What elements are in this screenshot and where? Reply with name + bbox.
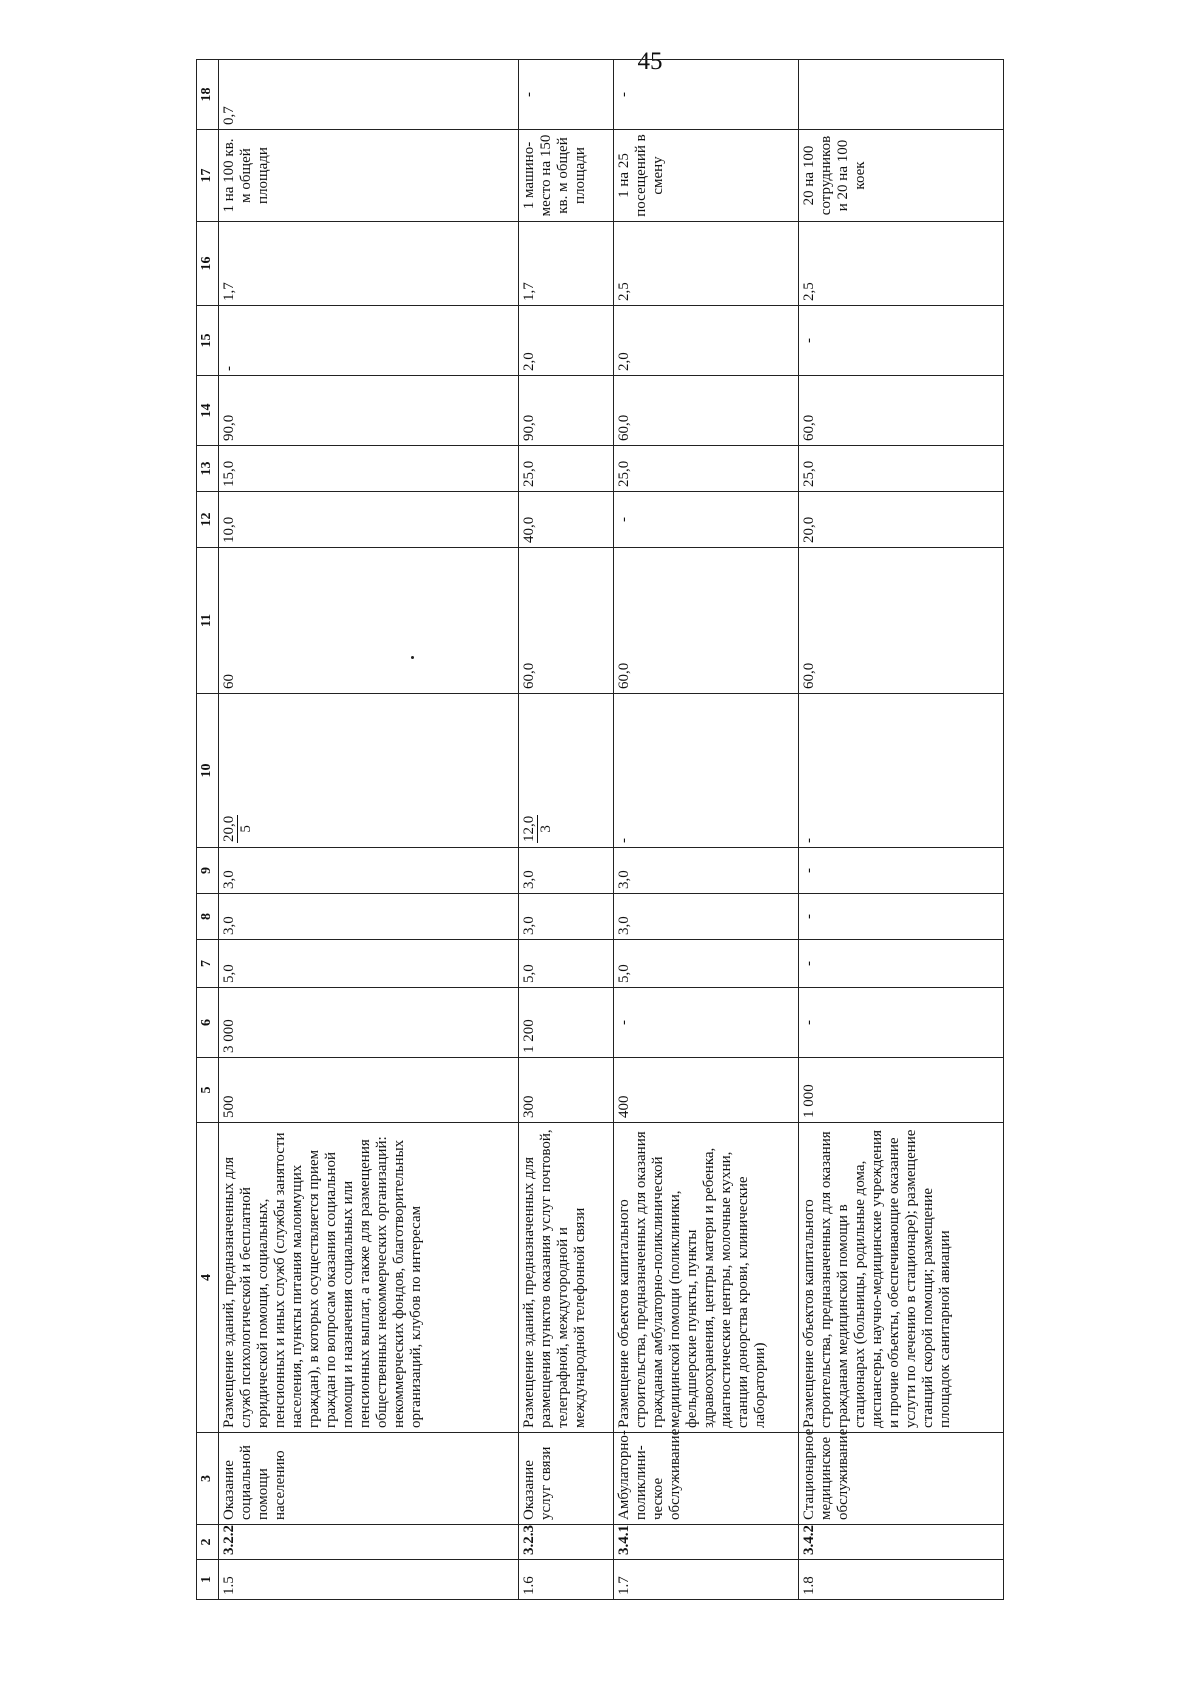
fraction-denominator: 3 — [538, 825, 554, 833]
fraction — [221, 815, 254, 843]
row-number-cell: 1.8 — [799, 1560, 1004, 1600]
table-cell: - — [614, 492, 799, 548]
table-cell: 20,0 — [799, 492, 1004, 548]
use-name-cell: Амбулаторно-поликлини-ческое обслуживание — [614, 1433, 799, 1525]
fraction-cell — [519, 694, 614, 848]
table-cell: - — [614, 60, 799, 130]
table-cell: 3 000 — [219, 988, 519, 1058]
table-row — [614, 60, 799, 1600]
table-cell: 25,0 — [614, 446, 799, 492]
table-cell: 60 — [219, 548, 519, 694]
fraction — [521, 815, 554, 843]
table-cell: 5,0 — [614, 940, 799, 988]
table-cell: 60,0 — [519, 548, 614, 694]
row-number-cell: 1.6 — [519, 1560, 614, 1600]
parking-norm-cell: 20 на 100 сотрудников и 20 на 100 коек — [799, 130, 1004, 222]
header-cell: 11 — [197, 548, 219, 694]
table-cell: - — [799, 694, 1004, 848]
header-cell: 8 — [197, 894, 219, 940]
header-cell: 5 — [197, 1058, 219, 1123]
table-cell: 25,0 — [519, 446, 614, 492]
use-code-cell: 3.4.2 — [799, 1525, 1004, 1560]
header-row — [197, 60, 219, 1600]
table-cell: 60,0 — [799, 376, 1004, 446]
header-cell: 16 — [197, 222, 219, 306]
header-cell: 18 — [197, 60, 219, 130]
table-cell: 3,0 — [519, 848, 614, 894]
table-cell: 500 — [219, 1058, 519, 1123]
row-number-cell: 1.7 — [614, 1560, 799, 1600]
header-cell: 3 — [197, 1433, 219, 1525]
use-code-cell: 3.2.2 — [219, 1525, 519, 1560]
header-cell: 9 — [197, 848, 219, 894]
header-cell: 1 — [197, 1560, 219, 1600]
fraction-cell — [219, 694, 519, 848]
table-cell: 1,7 — [519, 222, 614, 306]
use-code-cell: 3.2.3 — [519, 1525, 614, 1560]
header-cell: 15 — [197, 306, 219, 376]
fraction-denominator: 5 — [238, 825, 254, 833]
row-number-cell: 1.5 — [219, 1560, 519, 1600]
table-cell: 3,0 — [219, 894, 519, 940]
table-cell: - — [614, 694, 799, 848]
table-cell: 2,5 — [799, 222, 1004, 306]
header-cell: 2 — [197, 1525, 219, 1560]
use-description-cell: Размещение объектов капитального строительства, предназначенных для оказания гражданам медицинской помощи в стационарах (больницы, родильные дома, диспансеры, научно-медицинские учреждения и прочие объекты, обеспечивающие оказание услуги по лечению в стационаре); размещение станций скорой помощи; размещение площадок санитарной авиации — [799, 1123, 1004, 1433]
table-row — [799, 60, 1004, 1600]
header-cell: 6 — [197, 988, 219, 1058]
table-cell: - — [219, 306, 519, 376]
use-name-cell: Оказание услуг связи — [519, 1433, 614, 1525]
table-cell: 3,0 — [614, 848, 799, 894]
parking-norm-cell: 1 на 25 посещений в смену — [614, 130, 799, 222]
table-cell: 400 — [614, 1058, 799, 1123]
table-cell: - — [799, 306, 1004, 376]
page-number: 45 — [637, 48, 663, 75]
table-cell: 2,0 — [519, 306, 614, 376]
table-row — [219, 60, 519, 1600]
parking-norm-cell: 1 на 100 кв. м общей площади — [219, 130, 519, 222]
use-name-cell: Стационарное медицинское обслуживание — [799, 1433, 1004, 1525]
use-description-cell: Размещение зданий, предназначенных для размещения пунктов оказания услуг почтовой, телеграфной, междугородной и международной телефонной связи — [519, 1123, 614, 1433]
parking-norm-cell: 1 машино-место на 150 кв. м общей площади — [519, 130, 614, 222]
table-cell: 2,0 — [614, 306, 799, 376]
table-cell: - — [799, 988, 1004, 1058]
table-cell: 3,0 — [614, 894, 799, 940]
use-description-cell: Размещение объектов капитального строительства, предназначенных для оказания гражданам амбулаторно-поликлинической медицинской помощи (поликлиники, фельдшерские пункты, пункты здравоохранения, центры матери и ребенка, диагностические центры, молочные кухни, станции донорства крови, клинические лаборатории) — [614, 1123, 799, 1433]
fraction-numerator: 12,0 — [521, 815, 537, 842]
table-cell: - — [519, 60, 614, 130]
table-cell: 15,0 — [219, 446, 519, 492]
header-cell: 12 — [197, 492, 219, 548]
table-cell: 60,0 — [799, 548, 1004, 694]
table-cell: 3,0 — [519, 894, 614, 940]
scan-speck — [411, 656, 414, 659]
fraction-numerator: 20,0 — [221, 815, 237, 842]
table-cell: 1,7 — [219, 222, 519, 306]
land-use-table — [196, 59, 1004, 1600]
table-cell: - — [799, 848, 1004, 894]
table-row — [519, 60, 614, 1600]
use-description-cell: Размещение зданий, предназначенных для служб психологической и бесплатной юридической помощи, социальных, пенсионных и иных служб (службы занятости населения, пункты питания малоимущих граждан), в которых осуществляется прием граждан по вопросам оказания социальной помощи и назначения социальных или пенсионных выплат, а также для размещения общественных некоммерческих организаций: некоммерческих фондов, благотворительных организаций, клубов по интересам — [219, 1123, 519, 1433]
header-cell: 10 — [197, 694, 219, 848]
header-cell: 14 — [197, 376, 219, 446]
table-cell: - — [614, 988, 799, 1058]
table-cell: - — [799, 894, 1004, 940]
table-cell: 60,0 — [614, 548, 799, 694]
table-cell: 90,0 — [519, 376, 614, 446]
table-cell: 60,0 — [614, 376, 799, 446]
table-cell: - — [799, 940, 1004, 988]
table-cell: 5,0 — [219, 940, 519, 988]
table-cell: 90,0 — [219, 376, 519, 446]
table-cell: 2,5 — [614, 222, 799, 306]
table-cell — [799, 60, 1004, 130]
table-cell: 5,0 — [519, 940, 614, 988]
table-cell: 40,0 — [519, 492, 614, 548]
table-cell: 3,0 — [219, 848, 519, 894]
table-cell: 300 — [519, 1058, 614, 1123]
header-cell: 4 — [197, 1123, 219, 1433]
table-cell: 1 000 — [799, 1058, 1004, 1123]
header-cell: 17 — [197, 130, 219, 222]
rotated-table-container — [196, 87, 1026, 1600]
header-cell: 13 — [197, 446, 219, 492]
table-cell: 25,0 — [799, 446, 1004, 492]
table-cell: 0,7 — [219, 60, 519, 130]
use-name-cell: Оказание социальной помощи населению — [219, 1433, 519, 1525]
header-cell: 7 — [197, 940, 219, 988]
use-code-cell: 3.4.1 — [614, 1525, 799, 1560]
table-cell: 10,0 — [219, 492, 519, 548]
table-cell: 1 200 — [519, 988, 614, 1058]
